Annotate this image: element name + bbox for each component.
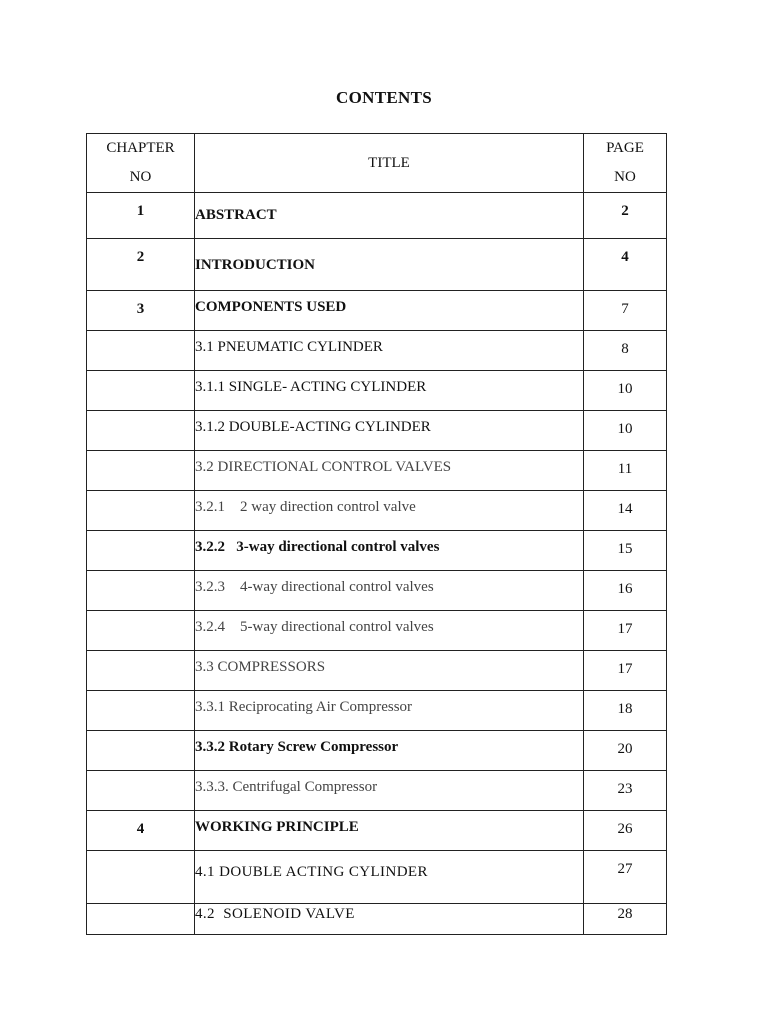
page-cell: 27 xyxy=(584,851,667,904)
title-cell: 4.2 SOLENOID VALVE xyxy=(195,904,584,935)
chapter-cell xyxy=(87,771,195,811)
page-title: CONTENTS xyxy=(336,88,432,107)
title-cell: 3.2.4 5-way directional control valves xyxy=(195,611,584,651)
title-cell: 3.3.3. Centrifugal Compressor xyxy=(195,771,584,811)
page-cell: 26 xyxy=(584,811,667,851)
title-cell: 3.3.1 Reciprocating Air Compressor xyxy=(195,691,584,731)
title-cell: 3.1.1 SINGLE- ACTING CYLINDER xyxy=(195,371,584,411)
chapter-header-line2: NO xyxy=(129,169,152,185)
chapter-cell xyxy=(87,571,195,611)
chapter-cell xyxy=(87,331,195,371)
title-cell: 3.3.2 Rotary Screw Compressor xyxy=(195,731,584,771)
chapter-cell xyxy=(87,531,195,571)
page-cell: 28 xyxy=(584,904,667,935)
title-cell: COMPONENTS USED xyxy=(195,291,584,331)
chapter-cell xyxy=(87,451,195,491)
table-row xyxy=(87,291,667,331)
table-row xyxy=(87,531,667,571)
contents-table xyxy=(86,133,667,935)
title-cell: 3.2.1 2 way direction control valve xyxy=(195,491,584,531)
title-cell: INTRODUCTION xyxy=(195,239,584,291)
table-row xyxy=(87,811,667,851)
chapter-cell xyxy=(87,691,195,731)
page-cell: 15 xyxy=(584,531,667,571)
page-cell: 8 xyxy=(584,331,667,371)
page-cell: 7 xyxy=(584,291,667,331)
page-header-line1: PAGE xyxy=(606,140,644,156)
page-cell: 10 xyxy=(584,411,667,451)
page-cell: 23 xyxy=(584,771,667,811)
chapter-no-header xyxy=(87,134,195,193)
chapter-cell xyxy=(87,851,195,904)
page-header-line2: NO xyxy=(614,169,636,185)
chapter-cell xyxy=(87,651,195,691)
page-cell: 18 xyxy=(584,691,667,731)
page-cell: 11 xyxy=(584,451,667,491)
page-cell: 17 xyxy=(584,651,667,691)
title-cell: 3.1 PNEUMATIC CYLINDER xyxy=(195,331,584,371)
chapter-cell xyxy=(87,904,195,935)
page-cell: 16 xyxy=(584,571,667,611)
table-row xyxy=(87,691,667,731)
title-cell: 3.1.2 DOUBLE-ACTING CYLINDER xyxy=(195,411,584,451)
table-row xyxy=(87,239,667,291)
table-row xyxy=(87,904,667,935)
page-cell: 20 xyxy=(584,731,667,771)
chapter-cell: 3 xyxy=(87,291,195,331)
table-row xyxy=(87,371,667,411)
table-row xyxy=(87,451,667,491)
page-cell: 4 xyxy=(584,239,667,291)
title-cell: 3.2.2 3-way directional control valves xyxy=(195,531,584,571)
chapter-cell: 1 xyxy=(87,193,195,239)
table-row xyxy=(87,411,667,451)
title-cell: ABSTRACT xyxy=(195,193,584,239)
table-header-row xyxy=(87,134,667,193)
chapter-cell xyxy=(87,411,195,451)
title-cell: 3.2.3 4-way directional control valves xyxy=(195,571,584,611)
title-cell: WORKING PRINCIPLE xyxy=(195,811,584,851)
title-cell: 4.1 DOUBLE ACTING CYLINDER xyxy=(195,851,584,904)
page-cell: 17 xyxy=(584,611,667,651)
table-row xyxy=(87,731,667,771)
table-row xyxy=(87,771,667,811)
chapter-cell xyxy=(87,371,195,411)
table-row xyxy=(87,571,667,611)
title-cell: 3.3 COMPRESSORS xyxy=(195,651,584,691)
table-row xyxy=(87,851,667,904)
chapter-cell: 2 xyxy=(87,239,195,291)
chapter-cell: 4 xyxy=(87,811,195,851)
chapter-cell xyxy=(87,491,195,531)
page-no-header xyxy=(584,134,667,193)
table-row xyxy=(87,651,667,691)
table-row xyxy=(87,331,667,371)
page-cell: 14 xyxy=(584,491,667,531)
title-cell: 3.2 DIRECTIONAL CONTROL VALVES xyxy=(195,451,584,491)
chapter-header-line1: CHAPTER xyxy=(106,140,175,156)
table-row xyxy=(87,491,667,531)
chapter-cell xyxy=(87,611,195,651)
page-cell: 2 xyxy=(584,193,667,239)
page-cell: 10 xyxy=(584,371,667,411)
table-row xyxy=(87,611,667,651)
table-row xyxy=(87,193,667,239)
chapter-cell xyxy=(87,731,195,771)
title-header: TITLE xyxy=(195,134,584,193)
